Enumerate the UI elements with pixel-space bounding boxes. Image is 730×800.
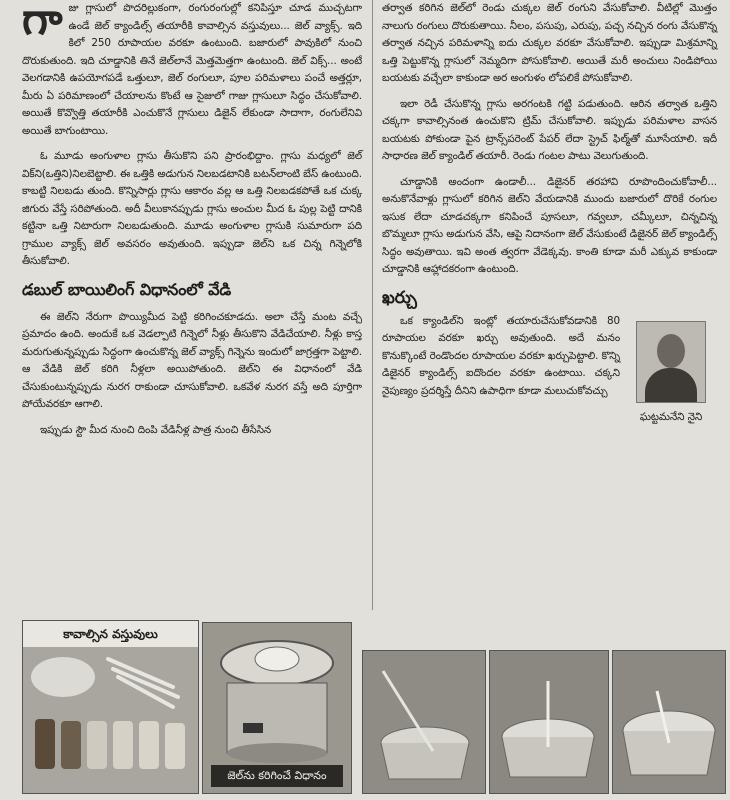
- materials-caption: కావాల్సిన వస్తువులు: [23, 621, 198, 647]
- materials-photo: [22, 620, 199, 794]
- process-photo-2: [489, 650, 609, 794]
- melting-photo: [202, 622, 352, 794]
- author-name: ఘట్టమనేని నైని: [639, 410, 703, 423]
- double-boiling-continued: ఇప్పుడు స్టౌ మీద నుంచి దింపి వేడినీళ్ల పాత్ర నుంచి తీసేసిన: [40, 423, 272, 436]
- process-photo-1: [362, 650, 486, 794]
- melting-caption: జెల్‌ను కరిగించే విధానం: [211, 765, 343, 787]
- cost-heading: ఖర్చు: [382, 287, 417, 308]
- filled-glass-illustration: [490, 651, 608, 793]
- double-boiling-heading: డబుల్ బాయిలింగ్ విధానంలో వేడి: [22, 279, 232, 299]
- intro-text: జు గ్లాసులో పొదరిల్లుకంగా, రంగురంగుల్లో కనిపిస్తూ చూడ ముచ్చటగా ఉండే జెల్ క్యాండిల్స్ తయారీకి కావాల్సిన వస్తువులు... జెల్ వ్యాక్స్. ఇది కిలో 250 రూపాయల వరకూ ఉంటుంది. బజారులో పావుకిలో నుంచి దొరుకుతుంది. ఇది చూడ్డానికి తినే జెల్‌లానే మెత్తమెత్తగా ఉంటుంది. జెల్ విక్స్... అంటే వెలగడానికి ఉపయోగపడే ఒత్తులూ, జెల్ రంగులూ, పూల పరిమళాలు పంచే అత్తర్లూ, మీరు ఏ పరిమాణంలో చేయాలను కొంటే ఆ సైజులో గాజు గ్లాసులూ సిద్ధం చేసుకోవాలి. అయితే కొవ్వొత్తి తయారీకి ఎంచుకొనే గ్లాసులు డిజైన్ లేకుండా సాదాగా, రంగులేనివి అయితే బాగుంటాయి.: [22, 2, 362, 137]
- author-block: [625, 321, 717, 427]
- wick-paragraph: ఓ మూడు అంగుళాల గ్లాసు తీసుకొని పని ప్రారంభిద్దాం. గ్లాసు మధ్యలో జెల్ విక్‌ని(ఒత్తిని)నిలబెట్టాలి. ఈ ఒత్తికి అడుగున నిలబడటానికి బటన్‌లాంటి బేస్ ఉంటుంది. కాబట్టి నిలబడు తుంది. కొన్నిసార్లు గ్లాసు ఆకారం వల్ల ఆ ఒత్తి నిలబడకపోతే ఒక చుక్క జిగురు వేస్తే సరిపోతుంది. అదీ వీలుకానప్పుడు గ్లాసు అంచుల మీద ఓ పుల్ల పెట్టి దానికి కట్టినా ఒత్తి నిటారుగా నిలబడుతుంది. మూడు అంగుళాల గ్లాసుకి సుమారుగా పది గ్రాముల వ్యాక్స్ జెల్ అవసరం అవుతుంది. ఇప్పుడా జెల్‌ని ఒక చిన్న గిన్నెలోకి తీసుకోవాలి.: [22, 150, 362, 267]
- color-paragraph: తర్వాత కరిగిన జెల్‌లో రెండు చుక్కల జెల్ రంగుని వేసుకోవాలి. వీటిల్లో మొత్తం నాలుగు రంగులు దొరుకుతాయి. నీలం, పసుపు, ఎరుపు, పచ్చ నచ్చిన రంగు వేసుకొన్న తర్వాత నచ్చిన పరిమళాన్ని ఐదు చుక్కల వరకూ వేసుకోవాలి. ఇప్పుడా మిశ్రమాన్ని ఒత్తి పెట్టుకొన్న గ్లాసులో నెమ్మదిగా పోసుకోవాలి. అయితే మరీ అంచులు నిండిపోయి బయటకు వచ్చేలా కాకుండా అర అంగుళం లోపలికే పోసుకోవాలి.: [382, 2, 717, 84]
- process-photo-3: [612, 650, 726, 794]
- pouring-illustration: [363, 651, 485, 793]
- column-divider: [372, 0, 373, 610]
- drop-cap: గా: [22, 0, 63, 45]
- trim-paragraph: ఇలా రెడీ చేసుకొన్న గ్లాసు అరగంటకి గట్టి పడుతుంది. ఆరిన తర్వాత ఒత్తిని చక్కగా కావాల్సినంత ఉంచుకొని ట్రిమ్ చేసుకోవాలి. ఇప్పుడు పరిమళాల వాసన బయటకు పోకుండా పైన ట్రాన్స్‌పరెంట్ పేపర్ లేదా స్ట్రెచ్ ఫిల్మ్‌తో మూసేయాలి. ఇదీ సాధారణ జెల్ క్యాండిల్ తయారీ. రెండు గంటల పాటు వెలుగుతుంది.: [382, 97, 717, 162]
- materials-illustration: [23, 647, 198, 793]
- right-column: [382, 0, 717, 423]
- cost-section: [382, 313, 717, 423]
- cost-paragraph: ఒక క్యాండిల్‌ని ఇంట్లో తయారుచేసుకోవడానికి 80 రూపాయల వరకూ ఖర్చు అవుతుంది. అదే మనం కొనుక్కొంటే రెండొందల రూపాయల వరకూ ఖర్చుపెట్టాలి. కొన్ని డిజైనర్ క్యాండిల్స్ ఐదొందల వరకూ ఉంటాయి. చక్కని నైపుణ్యం ప్రదర్శిస్తే దీనిని ఉపాధిగా కూడా మలుచుకోవచ్చు: [382, 314, 620, 397]
- double-boiling-paragraph: ఈ జెల్‌ని నేరుగా పొయ్యిమీద పెట్టి కరిగించకూడదు. అలా చేస్తే మంట వచ్చే ప్రమాదం ఉంది. అందుకే ఒక వెడల్పాటి గిన్నెలో నీళ్లు తీసుకొని వేడిచేయాలి. నీళ్లు కాస్త మరుగుతున్నప్పుడు సిద్ధంగా ఉంచుకొన్న జెల్ వ్యాక్స్ గిన్నెను ఇందులో జాగ్రత్తగా పెట్టాలి. ఆ వేడికి జెల్ కరిగి నీళ్లలా అయిపోతుంది. జెల్‌ని ఈ విధానంలో వేడి చేసుకుంటున్నప్పుడు నురగ రాకుండా చూసుకోవాలి. ఒకవేళ నురగ వస్తే అది పూర్తిగా పోయేవరకూ ఆగాలి.: [22, 310, 362, 410]
- author-photo: [636, 321, 706, 403]
- designer-paragraph: చూడ్డానికి అందంగా ఉండాలీ... డిజైనర్ తరహావి రూపొందించుకోవాలీ... అనుకొనేవాళ్లు గ్లాసులో కరిగిన జెల్‌ని వేయడానికి ముందు బజారులో దొరికే రంగుల ఇసుక లేదా చూడచక్కగా కనిపించే పూసలూ, గవ్వలూ, చమ్కీలూ, చిన్నచిన్న బొమ్మలూ గ్లాసు అడుగున వేసి, ఆపై నిదానంగా జెల్ వేసుకుంటే డిజైనర్ జెల్ క్యాండిల్స్ సిద్ధం అవుతాయి. ఇవి అంత త్వరగా వేడెక్కవు. కాంతి కూడా మరీ ఎక్కువ కాకుండా చూడ్డానికి ఆహ్లాదకరంగా ఉంటుంది.: [382, 175, 717, 275]
- finished-candle-illustration: [613, 651, 725, 793]
- left-column: [22, 0, 362, 447]
- intro-paragraph: [22, 0, 362, 140]
